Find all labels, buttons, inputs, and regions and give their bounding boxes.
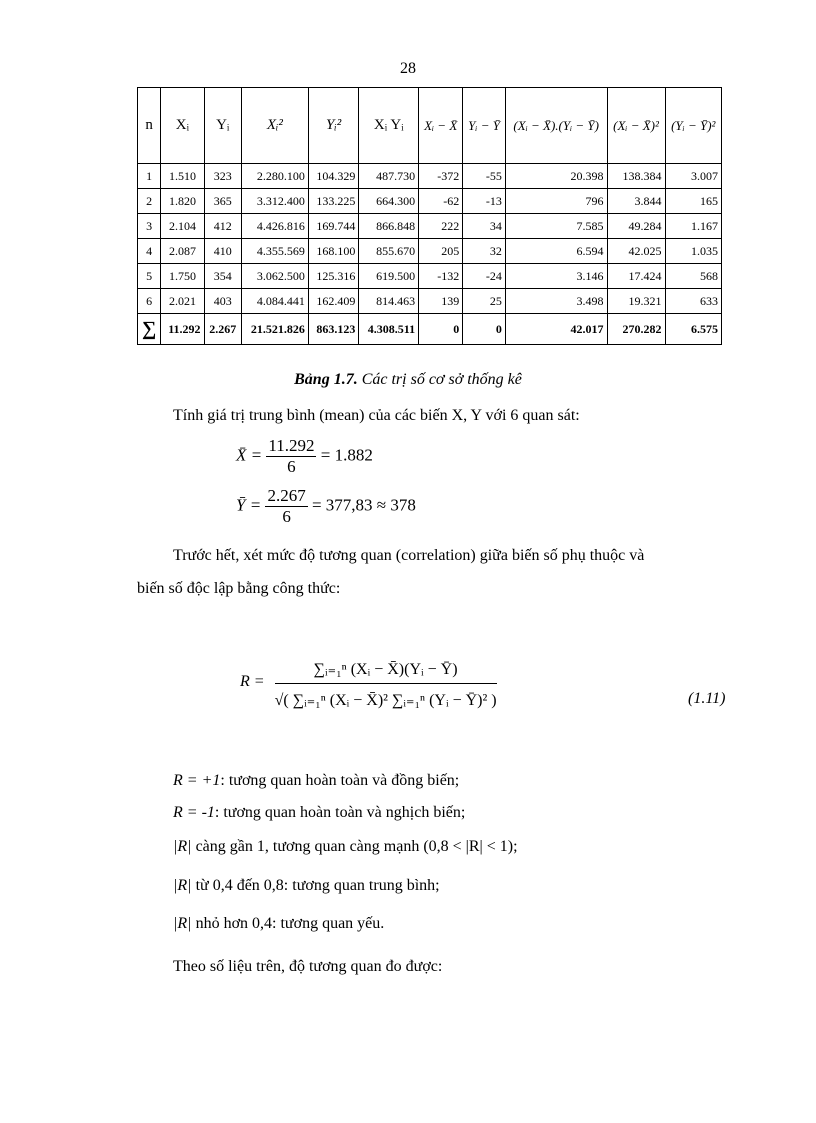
table-cell: 1.750 — [161, 264, 204, 289]
table-cell: 3.146 — [505, 264, 607, 289]
table-cell: 619.500 — [359, 264, 419, 289]
mean-x-denominator: 6 — [287, 457, 296, 476]
page-number: 28 — [400, 60, 416, 77]
table-cell: 633 — [665, 289, 721, 314]
caption-text: Các trị số cơ sở thống kê — [357, 371, 522, 388]
table-cell: 3.007 — [665, 164, 721, 189]
table-row — [138, 214, 722, 239]
table-header: n — [138, 88, 161, 164]
table-cell: 2.267 — [204, 314, 241, 345]
table-row — [138, 239, 722, 264]
rule-3-condition: |R| — [173, 838, 192, 855]
table-cell: 168.100 — [308, 239, 359, 264]
table-cell: 2.021 — [161, 289, 204, 314]
correlation-text-2: biến số độc lập bằng công thức: — [137, 580, 341, 597]
table-caption — [0, 371, 816, 389]
table-cell: 11.292 — [161, 314, 204, 345]
table-cell: 412 — [204, 214, 241, 239]
table-cell: 796 — [505, 189, 607, 214]
table-cell: 49.284 — [607, 214, 665, 239]
table-cell: -13 — [463, 189, 506, 214]
table-cell: 19.321 — [607, 289, 665, 314]
table-cell: 17.424 — [607, 264, 665, 289]
table-cell: -62 — [419, 189, 463, 214]
table-cell: 125.316 — [308, 264, 359, 289]
table-header-row — [138, 88, 722, 164]
table-cell: 664.300 — [359, 189, 419, 214]
table-cell: 270.282 — [607, 314, 665, 345]
table-cell: ∑ — [138, 314, 161, 345]
table-cell: 568 — [665, 264, 721, 289]
table-cell: 42.017 — [505, 314, 607, 345]
table-cell: -24 — [463, 264, 506, 289]
mean-x-equation — [236, 436, 373, 477]
table-header: Xᵢ Yᵢ — [359, 88, 419, 164]
rule-1-text: : tương quan hoàn toàn và đồng biến; — [220, 772, 460, 789]
table-header: Yᵢ − Ȳ — [463, 88, 506, 164]
table-cell: 365 — [204, 189, 241, 214]
rule-4 — [173, 874, 440, 898]
rule-5 — [173, 912, 384, 936]
mean-y-symbol: Ȳ = — [236, 495, 262, 515]
table-cell: 1.167 — [665, 214, 721, 239]
table-cell: 6.575 — [665, 314, 721, 345]
table-cell: 138.384 — [607, 164, 665, 189]
table-cell: 1 — [138, 164, 161, 189]
table-cell: 4.084.441 — [241, 289, 308, 314]
table-cell: 323 — [204, 164, 241, 189]
table-cell: 1.035 — [665, 239, 721, 264]
table-header: Yᵢ — [204, 88, 241, 164]
table-cell: 21.521.826 — [241, 314, 308, 345]
table-cell: 32 — [463, 239, 506, 264]
table-row — [138, 289, 722, 314]
table-cell: 6 — [138, 289, 161, 314]
table-header: Xᵢ − X̄ — [419, 88, 463, 164]
table-cell: 4.426.816 — [241, 214, 308, 239]
table-cell: 139 — [419, 289, 463, 314]
rule-2-text: : tương quan hoàn toàn và nghịch biến; — [214, 804, 466, 821]
mean-x-numerator: 11.292 — [268, 436, 315, 455]
table-cell: 410 — [204, 239, 241, 264]
equation-number: (1.11) — [688, 690, 726, 707]
formula-fraction — [275, 655, 497, 710]
table-cell: 2.280.100 — [241, 164, 308, 189]
table-cell: 0 — [419, 314, 463, 345]
correlation-text-1: Trước hết, xét mức độ tương quan (correlation) giữa biến số phụ thuộc và — [173, 547, 645, 564]
table-cell: 42.025 — [607, 239, 665, 264]
table-cell: 205 — [419, 239, 463, 264]
table-cell: -55 — [463, 164, 506, 189]
rule-5-text: nhỏ hơn 0,4: tương quan yếu. — [191, 915, 385, 932]
rule-1-condition: R = +1 — [173, 772, 221, 789]
table-cell: 2 — [138, 189, 161, 214]
table-cell: 3.312.400 — [241, 189, 308, 214]
table-header: Xᵢ — [161, 88, 204, 164]
mean-x-symbol: X̄ = — [236, 445, 263, 465]
formula-lhs: R = — [240, 673, 265, 691]
mean-y-result: = 377,83 ≈ 378 — [311, 495, 416, 515]
table-cell: 133.225 — [308, 189, 359, 214]
table-cell: 487.730 — [359, 164, 419, 189]
formula-denominator: √( ∑ᵢ₌₁ⁿ (Xᵢ − X̄)² ∑ᵢ₌₁ⁿ (Yᵢ − Ȳ)² ) — [274, 692, 497, 709]
table-cell: 814.463 — [359, 289, 419, 314]
table-cell: 3 — [138, 214, 161, 239]
table-cell: 6.594 — [505, 239, 607, 264]
table-cell: 34 — [463, 214, 506, 239]
correlation-formula — [240, 655, 497, 710]
table-cell: 863.123 — [308, 314, 359, 345]
table-cell: 25 — [463, 289, 506, 314]
table-cell: 354 — [204, 264, 241, 289]
table-cell: 7.585 — [505, 214, 607, 239]
rule-5-condition: |R| — [173, 915, 192, 932]
table-cell: 104.329 — [308, 164, 359, 189]
table-cell: 855.670 — [359, 239, 419, 264]
table-cell: 165 — [665, 189, 721, 214]
mean-y-numerator: 2.267 — [267, 486, 306, 505]
table-cell: 169.744 — [308, 214, 359, 239]
table-cell: 5 — [138, 264, 161, 289]
table-cell: 1.510 — [161, 164, 204, 189]
table-cell: 162.409 — [308, 289, 359, 314]
mean-x-fraction — [266, 436, 316, 477]
rule-1 — [173, 769, 459, 793]
table-cell: 3.844 — [607, 189, 665, 214]
table-cell: -372 — [419, 164, 463, 189]
table-cell: 222 — [419, 214, 463, 239]
statistics-table — [137, 87, 722, 345]
table-cell: 2.104 — [161, 214, 204, 239]
table-cell: 0 — [463, 314, 506, 345]
table-sum-row — [138, 314, 722, 345]
table-header: (Xᵢ − X̄).(Yᵢ − Ȳ) — [505, 88, 607, 164]
closing-text: Theo số liệu trên, độ tương quan đo được: — [173, 958, 443, 975]
table-cell: 1.820 — [161, 189, 204, 214]
table-cell: 4 — [138, 239, 161, 264]
rule-3 — [173, 835, 518, 859]
table-cell: 4.308.511 — [359, 314, 419, 345]
table-cell: 4.355.569 — [241, 239, 308, 264]
table-header: Yᵢ² — [308, 88, 359, 164]
table-row — [138, 164, 722, 189]
formula-numerator: ∑ᵢ₌₁ⁿ (Xᵢ − X̄)(Yᵢ − Ȳ) — [275, 655, 497, 684]
table-cell: 3.062.500 — [241, 264, 308, 289]
mean-x-result: = 1.882 — [320, 445, 373, 465]
table-cell: 3.498 — [505, 289, 607, 314]
rule-2 — [173, 801, 465, 825]
intro-text: Tính giá trị trung bình (mean) của các biến X, Y với 6 quan sát: — [173, 407, 580, 424]
rule-4-condition: |R| — [173, 877, 192, 894]
table-header: (Yᵢ − Ȳ)² — [665, 88, 721, 164]
mean-y-denominator: 6 — [282, 507, 291, 526]
table-header: Xᵢ² — [241, 88, 308, 164]
table-cell: -132 — [419, 264, 463, 289]
table-row — [138, 189, 722, 214]
rule-3-text: càng gần 1, tương quan càng mạnh (0,8 < |R| < 1); — [191, 838, 518, 855]
caption-label: Bảng 1.7. — [294, 371, 358, 388]
table-header: (Xᵢ − X̄)² — [607, 88, 665, 164]
table-cell: 20.398 — [505, 164, 607, 189]
table-cell: 2.087 — [161, 239, 204, 264]
rule-4-text: từ 0,4 đến 0,8: tương quan trung bình; — [191, 877, 440, 894]
table-row — [138, 264, 722, 289]
mean-y-fraction — [265, 486, 307, 527]
table-cell: 403 — [204, 289, 241, 314]
rule-2-condition: R = -1 — [173, 804, 215, 821]
mean-y-equation — [236, 486, 416, 527]
table-cell: 866.848 — [359, 214, 419, 239]
